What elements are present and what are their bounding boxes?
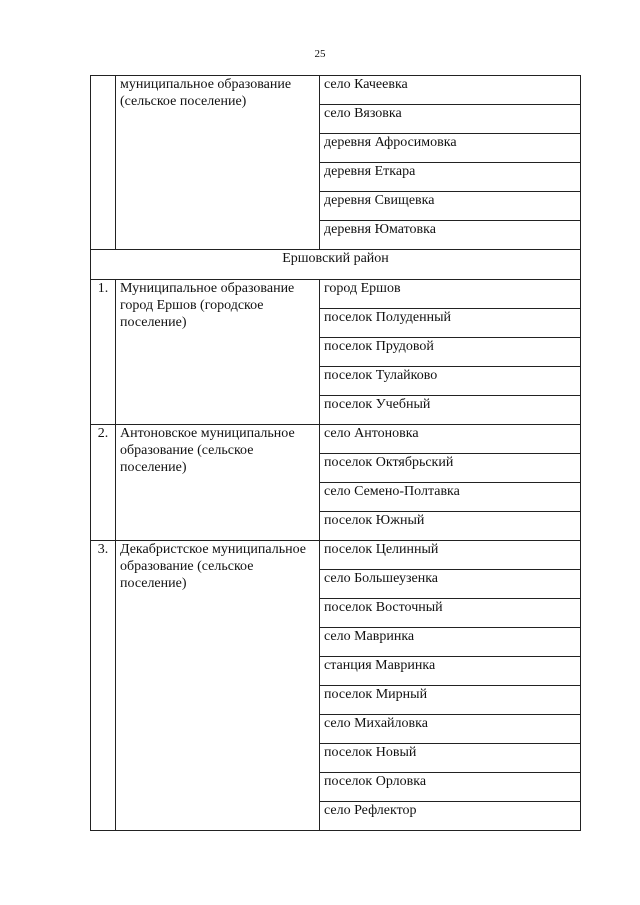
row-number: 2. <box>91 425 116 541</box>
table-row <box>91 76 581 105</box>
settlement-name: деревня Свищевка <box>320 192 581 221</box>
district-name: Ершовский район <box>91 250 581 280</box>
settlement-name: поселок Октябрьский <box>320 454 581 483</box>
settlement-name: село Качеевка <box>320 76 581 105</box>
table-row <box>91 541 581 570</box>
settlement-name: село Мавринка <box>320 628 581 657</box>
settlement-name: село Большеузенка <box>320 570 581 599</box>
settlement-name: город Ершов <box>320 280 581 309</box>
settlement-name: село Рефлектор <box>320 802 581 831</box>
row-number <box>91 76 116 250</box>
settlement-name: село Михайловка <box>320 715 581 744</box>
settlement-name: поселок Прудовой <box>320 338 581 367</box>
table-row <box>91 280 581 309</box>
settlement-name: поселок Восточный <box>320 599 581 628</box>
settlement-name: поселок Орловка <box>320 773 581 802</box>
settlement-name: поселок Полуденный <box>320 309 581 338</box>
row-number: 1. <box>91 280 116 425</box>
settlement-name: село Семено-Полтавка <box>320 483 581 512</box>
table-row <box>91 425 581 454</box>
settlement-name: поселок Учебный <box>320 396 581 425</box>
settlement-name: поселок Южный <box>320 512 581 541</box>
table-body <box>91 76 581 831</box>
page-number: 25 <box>314 48 326 60</box>
settlement-name: поселок Новый <box>320 744 581 773</box>
settlement-name: станция Мавринка <box>320 657 581 686</box>
settlement-name: поселок Тулайково <box>320 367 581 396</box>
municipality-name: Декабристское муниципальное образование (сельское поселение) <box>116 541 320 831</box>
settlement-name: поселок Мирный <box>320 686 581 715</box>
settlement-name: деревня Юматовка <box>320 221 581 250</box>
settlement-name: село Вязовка <box>320 105 581 134</box>
municipality-name: муниципальное образование (сельское поселение) <box>116 76 320 250</box>
settlement-name: село Антоновка <box>320 425 581 454</box>
settlement-name: деревня Еткара <box>320 163 581 192</box>
district-header-row <box>91 250 581 280</box>
municipality-name: Антоновское муниципальное образование (сельское поселение) <box>116 425 320 541</box>
municipality-name: Муниципальное образование город Ершов (городское поселение) <box>116 280 320 425</box>
settlement-name: деревня Афросимовка <box>320 134 581 163</box>
row-number: 3. <box>91 541 116 831</box>
settlements-table <box>90 75 581 831</box>
settlement-name: поселок Целинный <box>320 541 581 570</box>
